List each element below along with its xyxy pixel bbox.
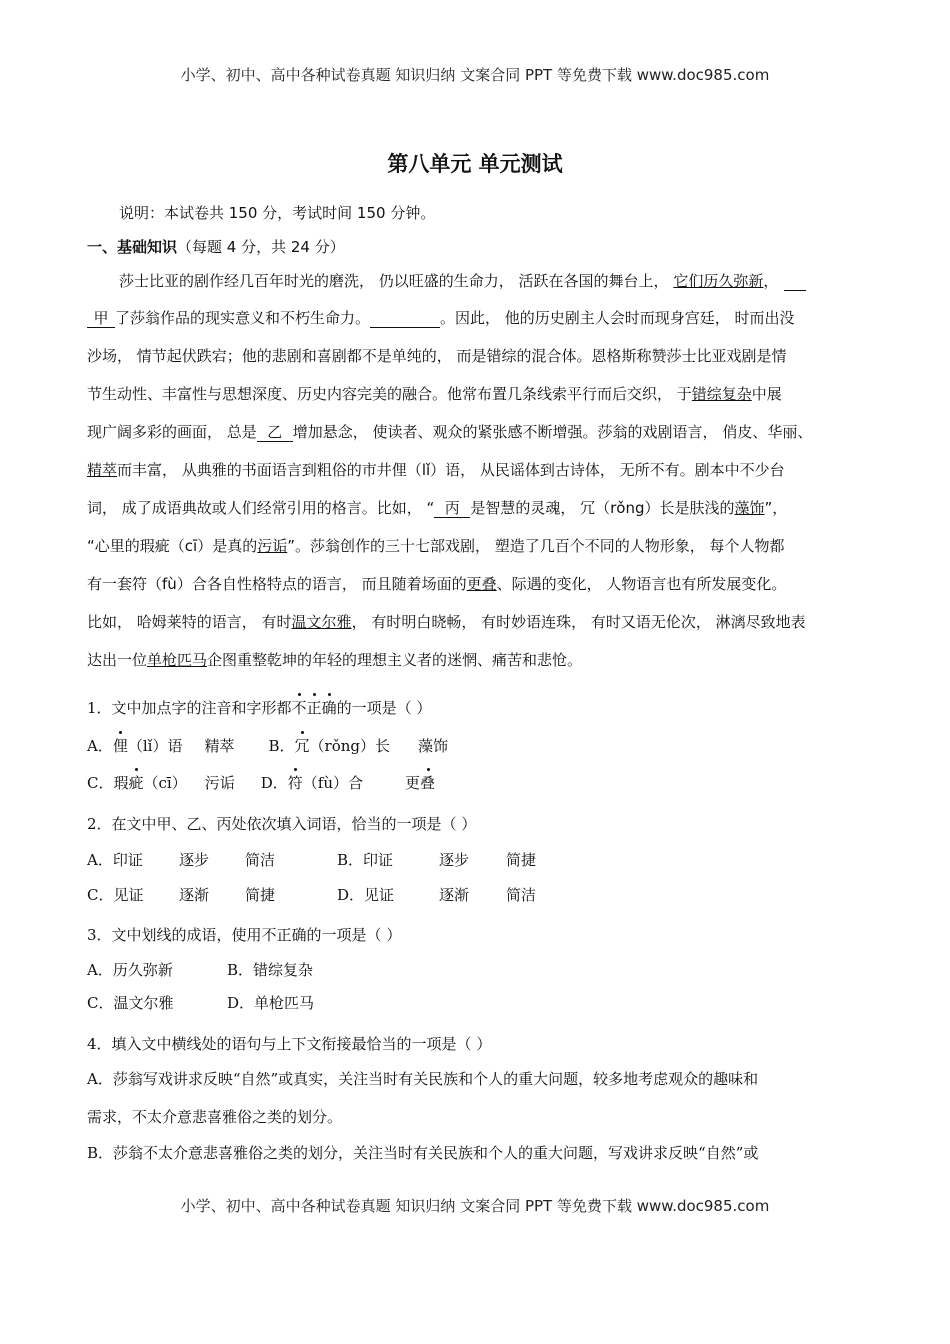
page-title: 第八单元 单元测试 (387, 152, 563, 176)
option-word: 更 (404, 774, 420, 792)
question-text: 的一项是（ ） (336, 699, 432, 717)
dotted-char: 冗 (580, 499, 596, 517)
dotted-word: 精萃 (87, 461, 118, 479)
option-a: A．历久弥新 (87, 961, 173, 979)
option-word: 藻饰 (418, 737, 449, 755)
option-label: B． (268, 737, 295, 755)
passage-text: （cī）是真的 (169, 537, 258, 555)
dotted-char: 疵 (154, 537, 170, 555)
option-c-2: 逐渐 (179, 886, 210, 904)
dotted-word: 藻饰 (734, 499, 765, 517)
passage-text: （fù）合各自性格特点的语言， 而且随着场面的 (147, 575, 467, 593)
passage-text: 节生动性、丰富性与思想深度、历史内容完美的融合。他常布置几条线索平行而后交织， 于 (87, 385, 692, 403)
passage-text: （lǐ）语， 从民谣体到古诗体， 无所不有。剧本中不少台 (406, 461, 785, 479)
dotted-char: 冗 (294, 737, 310, 755)
option-b-3: 简捷 (506, 851, 537, 869)
option-a-3: 简洁 (245, 851, 276, 869)
passage-line (87, 611, 877, 632)
question-1-options-cd (87, 772, 877, 793)
option-text: （rǒng）长 (309, 737, 390, 755)
passage-text: ”， (764, 499, 788, 517)
page-footer: 小学、初中、高中各种试卷真题 知识归纳 文案合同 PPT 等免费下载 www.doc985.com (180, 1197, 770, 1215)
option-label: A． (87, 737, 113, 755)
question-1-stem (87, 697, 877, 718)
option-a-2: 逐步 (179, 851, 210, 869)
blank-jia: 甲 (87, 310, 115, 328)
option-text: （cī） (143, 774, 187, 792)
question-4-option-b-line1: B．莎翁不太介意悲喜雅俗之类的划分，关注当时有关民族和个人的重大问题，写戏讲求反映“自然”或 (87, 1144, 759, 1162)
underlined-idiom: 温文尔雅 (291, 613, 352, 631)
option-d-3: 简洁 (506, 886, 537, 904)
passage-line (87, 535, 877, 556)
underlined-idiom: 错综复杂 (691, 385, 752, 403)
option-text: （lǐ）语 (127, 737, 183, 755)
blank-fill-sentence (370, 310, 440, 328)
passage-text: （rǒng）长是肤浅的 (595, 499, 735, 517)
passage-line (87, 421, 877, 442)
option-word: 污诟 (204, 774, 235, 792)
option-label: C．瑕 (87, 774, 129, 792)
option-d: D．单枪匹马 (227, 994, 315, 1012)
passage-line: 沙场， 情节起伏跌宕；他的悲剧和喜剧都不是单纯的， 而是错综的混合体。恩格斯称赞莎士比亚戏剧是情 (87, 347, 787, 365)
dotted-char: 俚 (391, 461, 407, 479)
dotted-char: 符 (132, 575, 148, 593)
section-heading (87, 236, 877, 257)
passage-line (87, 383, 877, 404)
passage-text: 有一套 (87, 575, 133, 593)
passage-text: 、际遇的变化， 人物语言也有所发展变化。 (496, 575, 787, 593)
passage-text: 企图重整乾坤的年轻的理想主义者的迷惘、痛苦和悲怆。 (207, 651, 583, 669)
passage-line (87, 497, 877, 518)
option-c-3: 简捷 (245, 886, 276, 904)
dotted-char: 俚 (112, 737, 128, 755)
passage-text: ， (763, 272, 779, 290)
passage-text: 莎士比亚的剧作经几百年时光的磨洗， 仍以旺盛的生命力， 活跃在各国的舞台上， (119, 272, 674, 290)
question-4-option-a-line2: 需求，不太介意悲喜雅俗之类的划分。 (87, 1108, 343, 1126)
passage-text: 增加悬念， 使读者、观众的紧张感不断增强。莎翁的戏剧语言， 俏皮、华丽、 (292, 423, 813, 441)
exam-note: 说明：本试卷共 150 分，考试时间 150 分钟。 (119, 204, 436, 222)
blank-bing: 丙 (434, 500, 470, 518)
question-2-stem: 2．在文中甲、乙、丙处依次填入词语，恰当的一项是（ ） (87, 815, 477, 833)
passage-line (87, 307, 877, 328)
dotted-char: 叠 (420, 774, 436, 792)
option-d-2: 逐渐 (439, 886, 470, 904)
passage-text: 词， 成了成语典故或人们经常引用的格言。比如， “ (87, 499, 435, 517)
passage-line (87, 573, 877, 594)
passage-text: 。因此， 他的历史剧主人会时而现身宫廷， 时而出没 (440, 309, 795, 327)
dotted-word: 更叠 (466, 575, 497, 593)
option-b-1: B．印证 (337, 851, 394, 869)
option-text: （fù）合 (302, 774, 363, 792)
question-4-stem: 4．填入文中横线处的语句与上下文衔接最恰当的一项是（ ） (87, 1035, 492, 1053)
passage-line (87, 459, 877, 480)
option-c-1: C．见证 (87, 886, 144, 904)
passage-text: 中展 (751, 385, 782, 403)
underlined-idiom: 单枪匹马 (147, 651, 208, 669)
dotted-word: 污诟 (257, 537, 288, 555)
passage-text: 而丰富， 从典雅的书面语言到粗俗的市井 (117, 461, 392, 479)
option-b-2: 逐步 (439, 851, 470, 869)
page-header: 小学、初中、高中各种试卷真题 知识归纳 文案合同 PPT 等免费下载 www.doc985.com (180, 66, 770, 84)
underlined-idiom: 它们历久弥新 (673, 272, 764, 290)
dotted-char: 符 (287, 774, 303, 792)
passage-text: ， 有时明白晓畅， 有时妙语连珠， 有时又语无伦次， 淋漓尽致地表 (351, 613, 806, 631)
option-a-1: A．印证 (87, 851, 143, 869)
emphasis-char: 确 (321, 699, 337, 717)
emphasis-char: 不 (291, 699, 307, 717)
option-d-1: D．见证 (337, 886, 395, 904)
question-3-stem: 3．文中划线的成语，使用不正确的一项是（ ） (87, 926, 402, 944)
question-1-options-ab (87, 735, 877, 756)
passage-text: 比如， 哈姆莱特的语言， 有时 (87, 613, 292, 631)
question-text: 1．文中加点字的注音和字形都 (87, 699, 292, 717)
blank-yi: 乙 (257, 424, 293, 442)
question-4-option-a-line1: A．莎翁写戏讲求反映“自然”或真实，关注当时有关民族和个人的重大问题，较多地考虑观众的趣味和 (87, 1070, 759, 1088)
passage-line (87, 649, 877, 670)
section-title: 一、基础知识 (87, 238, 178, 256)
passage-text: “心里的瑕 (87, 537, 155, 555)
passage-line (119, 270, 909, 291)
passage-text: ”。莎翁创作的三十七部戏剧， 塑造了几百个不同的人物形象， 每个人物都 (287, 537, 785, 555)
section-score-note: （每题 4 分，共 24 分） (177, 238, 345, 256)
dotted-char: 疵 (128, 774, 144, 792)
option-word: 精萃 (204, 737, 235, 755)
passage-text: 是智慧的灵魂， (470, 499, 581, 517)
option-c: C．温文尔雅 (87, 994, 174, 1012)
passage-text: 达出一位 (87, 651, 148, 669)
passage-text: 了莎翁作品的现实意义和不朽生命力。 (115, 309, 371, 327)
option-b: B．错综复杂 (227, 961, 314, 979)
blank (784, 273, 806, 291)
option-label: D． (260, 774, 288, 792)
emphasis-char: 正 (306, 699, 322, 717)
passage-text: 现广阔多彩的画面， 总是 (87, 423, 257, 441)
